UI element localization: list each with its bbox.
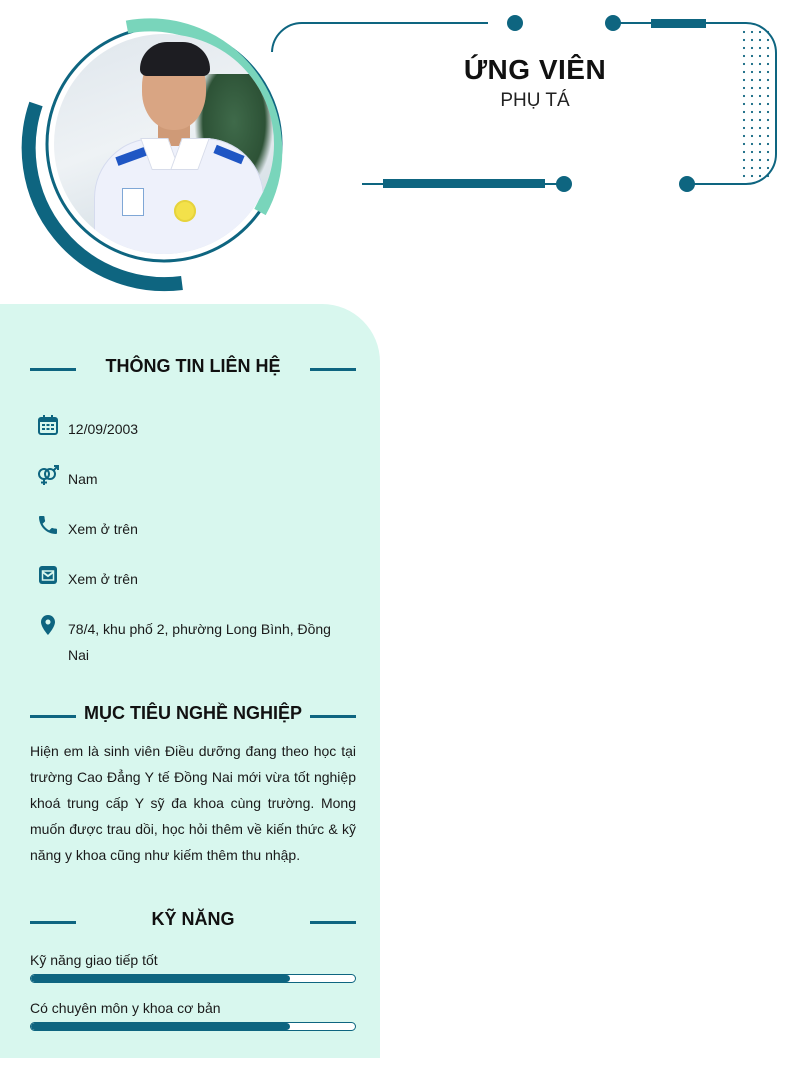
skills-section-title: [30, 909, 356, 935]
contact-section-title: [30, 356, 356, 382]
objective-section-title: [30, 703, 356, 729]
gender-text: Nam: [68, 471, 98, 487]
skill-name: Có chuyên môn y khoa cơ bản: [30, 1000, 221, 1016]
skill-bar-fill: [31, 1023, 290, 1030]
phone-text: Xem ở trên: [68, 521, 138, 537]
profile-photo: [54, 34, 274, 254]
skill-bar: [30, 974, 356, 983]
profile-photo-frame: [0, 0, 300, 300]
job-position: PHỤ TÁ: [500, 90, 570, 111]
calendar-icon: [36, 413, 60, 437]
gender-icon: [36, 463, 60, 487]
skill-name: Kỹ năng giao tiếp tốt: [30, 952, 158, 968]
skill-bar: [30, 1022, 356, 1031]
contact-title: THÔNG TIN LIÊN HỆ: [105, 356, 281, 376]
phone-icon: [36, 513, 60, 537]
skills-title: KỸ NĂNG: [151, 909, 235, 929]
name-title-frame: [270, 14, 782, 194]
skill-item: [30, 949, 356, 983]
objective-title: MỤC TIÊU NGHỀ NGHIỆP: [83, 703, 302, 723]
email-text: Xem ở trên: [68, 571, 138, 587]
sidebar: [0, 304, 380, 1058]
skill-bar-fill: [31, 975, 290, 982]
candidate-name: ỨNG VIÊN: [463, 54, 607, 85]
skill-item: [30, 997, 356, 1031]
birthday-text: 12/09/2003: [68, 421, 139, 437]
location-pin-icon: [36, 613, 60, 637]
email-icon: [36, 563, 60, 587]
objective-text: Hiện em là sinh viên Điều dưỡng đang theo học tại trường Cao Đẳng Y tế Đồng Nai mới vừa tốt nghiệp khoá trung cấp Y sỹ đa khoa cùng trường. Mong muốn được trau dồi, học hỏi thêm về kiến thức & kỹ năng y khoa cũng như kiếm thêm thu nhập.: [30, 743, 356, 863]
address-text: 78/4, khu phố 2, phường Long Bình, Đồng Nai: [68, 621, 331, 663]
